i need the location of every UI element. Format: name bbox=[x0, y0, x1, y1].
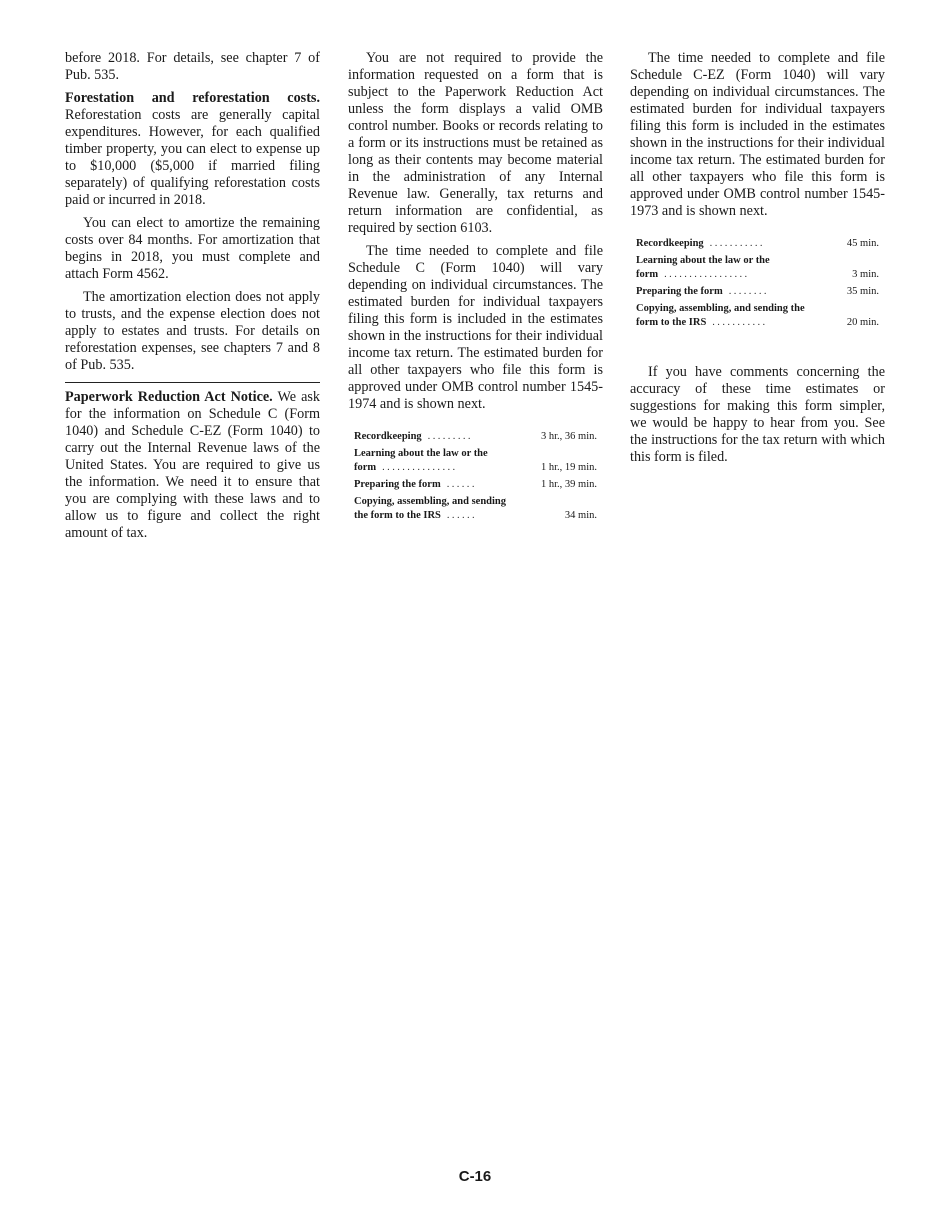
row-label: Copying, assembling, and sending the bbox=[636, 303, 805, 314]
row-value: 1 hr., 39 min. bbox=[540, 479, 597, 490]
leader-dots: ...... bbox=[446, 510, 478, 521]
row-label: form to the IRS bbox=[636, 317, 707, 328]
section-divider bbox=[65, 382, 320, 383]
row-value: 20 min. bbox=[846, 317, 879, 328]
schedule-c-burden-table bbox=[354, 429, 597, 525]
paragraph-amortization-election: The amortization election does not apply to trusts, and the expense election does not apply to estates and trusts. For details on reforestation expenses, see chapters 7 and 8 of Pub. 535. bbox=[65, 289, 320, 373]
table-row bbox=[636, 301, 879, 315]
leader-dots: ........... bbox=[712, 317, 768, 328]
forestation-heading: Forestation and reforestation costs. bbox=[65, 90, 320, 106]
leader-dots: ......... bbox=[427, 431, 473, 442]
row-label: Preparing the form bbox=[354, 479, 441, 490]
paragraph-paperwork-notice bbox=[65, 389, 320, 542]
row-label: Recordkeeping bbox=[354, 431, 422, 442]
leader-dots: ............... bbox=[382, 462, 458, 473]
paragraph-schedule-c-burden: The time needed to complete and file Schedule C (Form 1040) will vary depending on individual circumstances. The estimated burden for individual taxpayers filing this form is included in the estimates shown in the instructions for their individual income tax return. The estimated burden for all other taxpayers who file this form is approved under OMB control number 1545-1974 and is shown next. bbox=[348, 243, 603, 412]
leader-dots: ................. bbox=[664, 269, 750, 280]
table-row bbox=[636, 236, 879, 253]
table-row bbox=[354, 508, 597, 525]
row-value: 1 hr., 19 min. bbox=[540, 462, 597, 473]
table-row bbox=[636, 315, 879, 332]
paperwork-body: We ask for the information on Schedule C (Form 1040) and Schedule C-EZ (Form 1040) to carry out the Internal Revenue laws of the United States. You are required to give us the information. We need it to ensure that you are complying with these laws and to allow us to figure and collect the right amount of tax. bbox=[65, 389, 320, 541]
row-value: 3 min. bbox=[852, 269, 879, 280]
leader-dots: ...... bbox=[446, 479, 477, 490]
row-label: Copying, assembling, and sending bbox=[354, 496, 507, 507]
row-label: Learning about the law or the bbox=[636, 255, 770, 266]
paragraph-forestation bbox=[65, 90, 320, 209]
leader-dots: ........... bbox=[709, 238, 765, 249]
row-label: Learning about the law or the bbox=[354, 448, 488, 459]
paragraph-schedule-c-ez-burden: The time needed to complete and file Schedule C-EZ (Form 1040) will vary depending on individual circumstances. The estimated burden for individual taxpayers filing this form is included in the estimates shown in the instructions for their individual income tax return. The estimated burden for all other taxpayers who file this form is approved under OMB control number 1545-1973 and is shown next. bbox=[630, 50, 885, 219]
table-row bbox=[354, 429, 597, 446]
table-row bbox=[636, 284, 879, 301]
table-row bbox=[636, 267, 879, 284]
row-label: the form to the IRS bbox=[354, 510, 441, 521]
row-value: 3 hr., 36 min. bbox=[540, 431, 597, 442]
page-number: C-16 bbox=[458, 1168, 492, 1185]
row-label: form bbox=[354, 462, 377, 473]
paragraph-comments: If you have comments concerning the accuracy of these time estimates or suggestions for making this form simpler, we would be happy to hear from you. See the instructions for the tax return with which this form is filed. bbox=[630, 364, 885, 465]
row-label: form bbox=[636, 269, 659, 280]
table-row bbox=[354, 477, 597, 494]
row-value: 35 min. bbox=[846, 286, 879, 297]
forestation-body: Reforestation costs are generally capital expenditures. However, for each qualified timber property, you can elect to expense up to $10,000 ($5,000 if married filing separately) of qualifying reforestation costs paid or incurred in 2018. bbox=[65, 107, 320, 208]
paragraph-omb-notice: You are not required to provide the information requested on a form that is subject to the Paperwork Reduction Act unless the form displays a valid OMB control number. Books or records relating to a form or its instructions must be retained as long as their contents may become material in the administration of any Internal Revenue law. Generally, tax returns and return information are confidential, as required by section 6103. bbox=[348, 50, 603, 236]
paragraph-pub535-ref: before 2018. For details, see chapter 7 of Pub. 535. bbox=[65, 50, 320, 83]
table-row bbox=[354, 460, 597, 477]
column-right bbox=[630, 50, 885, 472]
column-middle bbox=[348, 50, 603, 525]
row-label: Preparing the form bbox=[636, 286, 723, 297]
leader-dots: ........ bbox=[728, 286, 769, 297]
paperwork-heading: Paperwork Reduction Act Notice. bbox=[65, 389, 273, 405]
paragraph-amortize: You can elect to amortize the remaining costs over 84 months. For amortization that begins in 2018, you must complete and attach Form 4562. bbox=[65, 215, 320, 282]
row-value: 45 min. bbox=[846, 238, 879, 249]
column-left bbox=[65, 50, 320, 548]
row-value: 34 min. bbox=[564, 510, 597, 521]
table-row bbox=[354, 446, 597, 460]
table-row bbox=[636, 253, 879, 267]
schedule-c-ez-burden-table bbox=[636, 236, 879, 332]
row-label: Recordkeeping bbox=[636, 238, 704, 249]
table-row bbox=[354, 494, 597, 508]
